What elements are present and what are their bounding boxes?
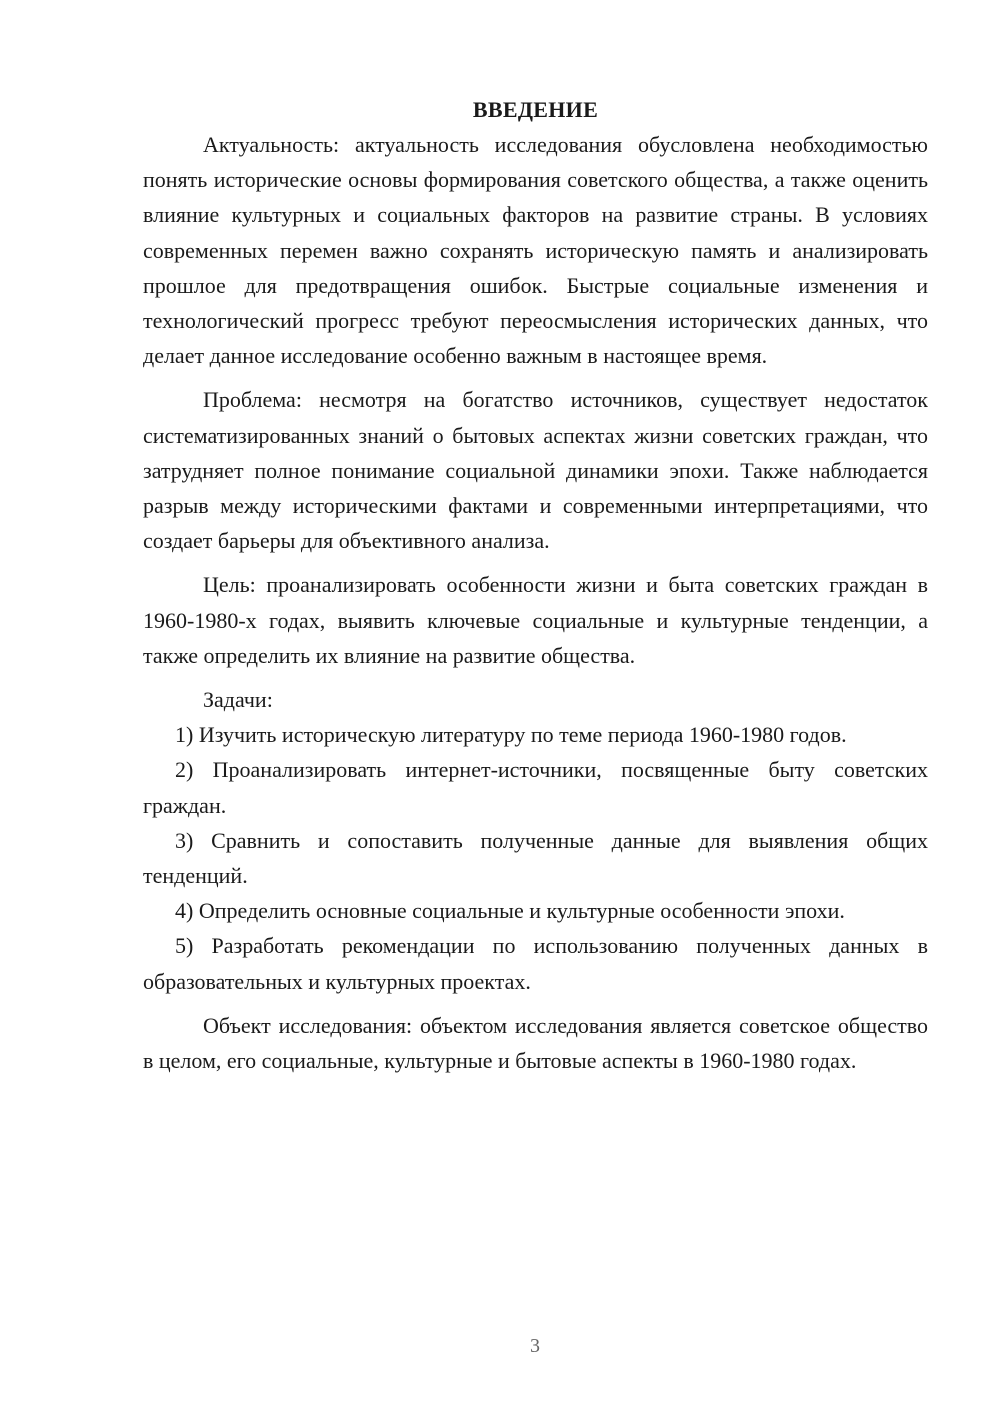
tasks-list	[143, 717, 928, 999]
problem-paragraph: Проблема: несмотря на богатство источников, существует недостаток систематизированных знаний о бытовых аспектах жизни советских граждан, что затрудняет полное понимание социальной динамики эпохи. Также наблюдается разрыв между историческими фактами и современными интерпретациями, что создает барьеры для объективного анализа.	[143, 387, 928, 554]
list-item: 4) Определить основные социальные и культурные особенности эпохи.	[175, 898, 845, 924]
goal-paragraph: Цель: проанализировать особенности жизни и быта советских граждан в 1960-1980-х годах, выявить ключевые социальные и культурные тенденции, а также определить их влияние на развитие общества.	[143, 572, 928, 668]
list-item: 2) Проанализировать интернет-источники, посвященные быту советских граждан.	[143, 757, 928, 818]
relevance-paragraph: Актуальность: актуальность исследования обусловлена необходимостью понять исторические основы формирования советского общества, а также оценить влияние культурных и социальных факторов на развитие страны. В условиях современных перемен важно сохранять историческую память и анализировать прошлое для предотвращения ошибок. Быстрые социальные изменения и технологический прогресс требуют переосмысления исторических данных, что делает данное исследование особенно важным в настоящее время.	[143, 132, 928, 369]
page-heading: ВВЕДЕНИЕ	[472, 97, 599, 122]
document-page	[143, 92, 928, 1078]
list-item: 5) Разработать рекомендации по использованию полученных данных в образовательных и культурных проектах.	[143, 933, 928, 994]
tasks-label: Задачи:	[203, 687, 273, 713]
page-number: 3	[530, 1335, 540, 1357]
list-item: 1) Изучить историческую литературу по теме периода 1960-1980 годов.	[175, 722, 847, 748]
object-paragraph: Объект исследования: объектом исследования является советское общество в целом, его социальные, культурные и бытовые аспекты в 1960-1980 годах.	[143, 1012, 928, 1074]
list-item: 3) Сравнить и сопоставить полученные данные для выявления общих тенденций.	[143, 827, 928, 889]
